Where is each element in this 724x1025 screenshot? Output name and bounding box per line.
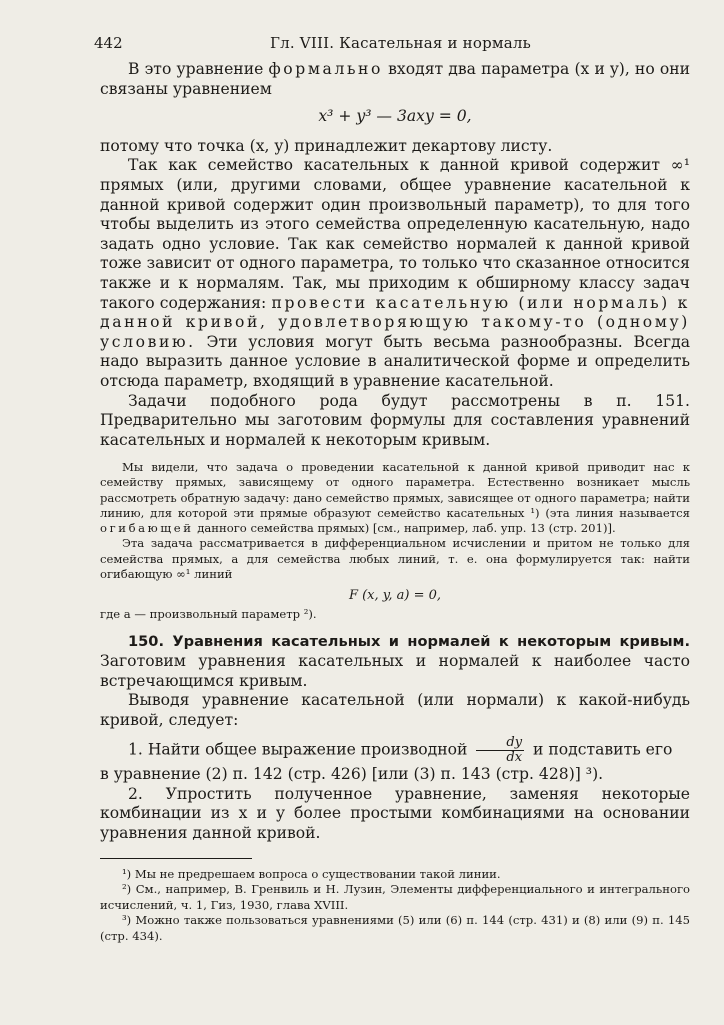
- section-150: 150. Уравнения касательных и нормалей к некоторым кривым. Заготовим уравнения касательных и нормалей к наиболее часто встречающимся кривым.: [100, 633, 690, 690]
- smallprint-envelope: [100, 460, 690, 622]
- smallprint-paragraph-2: Эта задача рассматривается в дифференциальном исчислении и притом не только для семейства прямых, а для семейства любых линий, т. е. она формулируется так: найти огибающую ∞¹ линий: [100, 536, 690, 581]
- paragraph-problems-preview: Задачи подобного рода будут рассмотрены в п. 151. Предварительно мы заготовим формулы для составления уравнений касательных и нормалей к некоторым кривым.: [100, 391, 690, 449]
- derivative-fraction: $\frac{dy}{dx}$: [476, 736, 524, 765]
- step-2: 2. Упростить полученное уравнение, заменяя некоторые комбинации из x и y более простыми комбинациями на основании уравнения данной кривой.: [100, 784, 690, 843]
- page-header: [94, 34, 690, 60]
- equation-folium: x³ + y³ — 3axy = 0,: [318, 107, 472, 126]
- smallprint-paragraph-1: Мы видели, что задача о проведении касательной к данной кривой приводит нас к семейству прямых, зависящему от одного параметра. Естественно возникает мысль рассмотреть обратную задачу: дано семейство прямых, зависящее от одного параметра; найти линию, для которой эти прямые образуют семейство касательных ¹) (эта линия называется огибающей данного семейства прямых) [см., например, лаб. упр. 13 (стр. 201)].: [100, 460, 690, 536]
- equation-family: F (x, y, a) = 0,: [348, 587, 442, 603]
- footnote-1: ¹) Мы не предрешаем вопроса о существовании такой линии.: [122, 866, 501, 881]
- paragraph-parameters: В это уравнение формально входят два параметра (x и y), но они связаны уравнением: [100, 60, 690, 98]
- footnotes: [100, 867, 690, 945]
- section-heading: 150. Уравнения касательных и нормалей к некоторым кривым.: [128, 633, 690, 651]
- step-1-continued: в уравнение (2) п. 142 (стр. 426) [или (3) п. 143 (стр. 428)] ³).: [100, 765, 604, 784]
- paragraph-point-on-folium: потому что точка (x, y) принадлежит декартову листу.: [100, 136, 553, 155]
- paragraph-procedure: Выводя уравнение касательной (или нормали) к какой-нибудь кривой, следует:: [100, 691, 690, 729]
- page-number: 442: [94, 34, 123, 52]
- paragraph-family-of-tangents: Так как семейство касательных к данной кривой содержит ∞¹ прямых (или, другими словами, общее уравнение касательной к данной кривой содержит один произвольный параметр), то для того чтобы выделить из этого семейства определенную касательную, надо задать одно условие. Так как семейство нормалей к данной кривой тоже зависит от одного параметра, то только что сказанное относится также и к нормалям. Так, мы приходим к обширному классу задач такого содержания: провести касательную (или нормаль) к данной кривой, удовлетворяющую такому-то (одному) условию. Эти условия могут быть весьма разнообразны. Всегда надо выразить данное условие в аналитической форме и определить отсюда параметр, входящий в уравнение касательной.: [100, 156, 690, 390]
- footnote-divider: [100, 858, 252, 859]
- step-1: 1. Найти общее выражение производной $\frac{dy}{dx}$ и подставить его: [128, 735, 673, 766]
- running-title: Гл. VIII. Касательная и нормаль: [270, 34, 531, 52]
- footnote-3: ³) Можно также пользоваться уравнениями (5) или (6) п. 144 (стр. 431) и (8) или (9) п. 145 (стр. 434).: [100, 913, 690, 944]
- footnote-2: ²) См., например, В. Гренвиль и Н. Лузин, Элементы дифференциального и интегрального исчислений, ч. 1, Гиз, 1930, глава XVIII.: [100, 882, 690, 912]
- page: [94, 34, 690, 945]
- smallprint-paragraph-3: где a — произвольный параметр ²).: [100, 607, 317, 622]
